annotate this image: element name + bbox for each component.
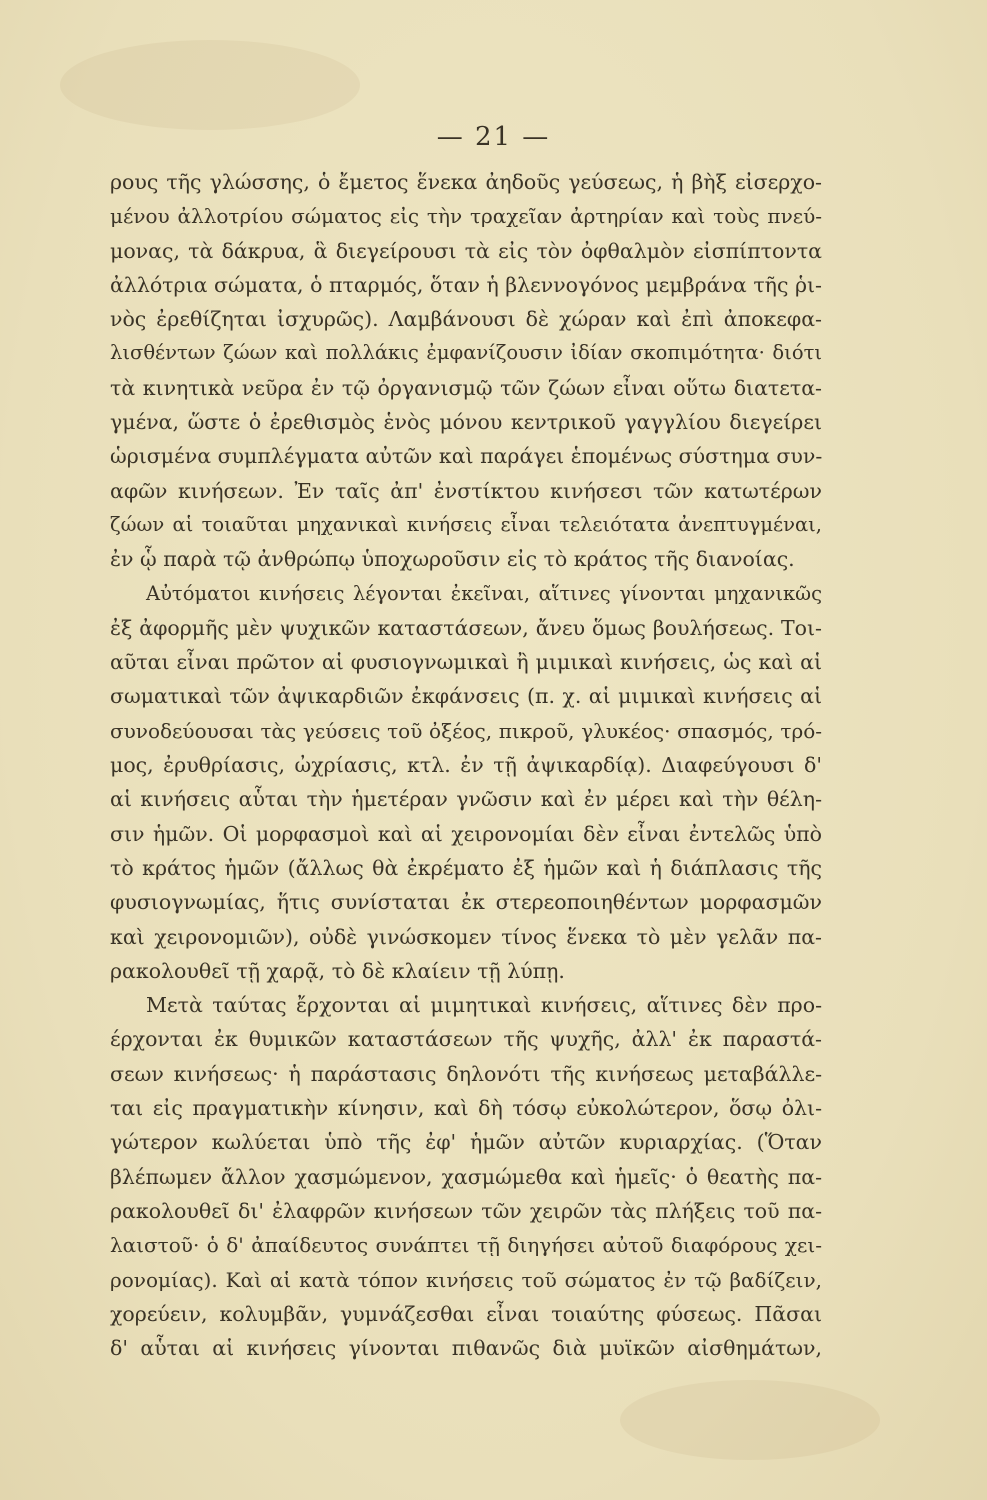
text-line: αφῶν κινήσεων. Ἐν ταῖς ἀπ' ἐνστίκτου κινήσεσι τῶν κατωτέρων [110,478,822,503]
text-line: δ' αὗται αἱ κινήσεις γίνονται πιθανῶς διὰ μυϊκῶν αἰσθημάτων, [110,1336,822,1361]
text-line: γώτερον κωλύεται ὑπὸ τῆς ἐφ' ἡμῶν αὐτῶν κυριαρχίας. (Ὅταν [110,1130,822,1155]
text-line: φυσιογνωμίας, ἥτις συνίσταται ἐκ στερεοποιηθέντων μορφασμῶν [110,890,822,915]
text-line: ρακολουθεῖ τῇ χαρᾷ, τὸ δὲ κλαίειν τῇ λύπῃ. [110,958,565,983]
text-line: αἱ κινήσεις αὗται τὴν ἡμετέραν γνῶσιν καὶ ἐν μέρει καὶ τὴν θέλη- [110,787,822,812]
text-line: ἀλλότρια σώματα, ὁ πταρμός, ὅταν ἡ βλεννογόνος μεμβράνα τῆς ῥι- [110,272,822,297]
body-text [110,165,822,1365]
text-line: καὶ χειρονομιῶν), οὐδὲ γινώσκομεν τίνος ἕνεκα τὸ μὲν γελᾶν πα- [110,924,822,949]
text-line: γμένα, ὥστε ὁ ἐρεθισμὸς ἑνὸς μόνου κεντρικοῦ γαγγλίου διεγείρει [110,410,822,435]
text-line: ρους τῆς γλώσσης, ὁ ἔμετος ἕνεκα ἀηδοῦς γεύσεως, ἡ βὴξ εἰσερχο- [110,170,822,194]
text-line: σωματικαὶ τῶν ἀψικαρδιῶν ἐκφάνσεις (π. χ. αἱ μιμικαὶ κινήσεις αἱ [110,684,822,709]
text-line: λαιστοῦ· ὁ δ' ἀπαίδευτος συνάπτει τῇ διηγήσει αὐτοῦ διαφόρους χει- [110,1233,822,1258]
text-line: αῦται εἶναι πρῶτον αἱ φυσιογνωμικαὶ ἢ μιμικαὶ κινήσεις, ὡς καὶ αἱ [110,650,822,675]
text-line: ὡρισμένα συμπλέγματα αὐτῶν καὶ παράγει ἑπομένως σύστημα συν- [110,444,823,469]
paper-stain [620,1380,880,1460]
page-number: — 21 — [436,122,551,152]
text-line: συνοδεύουσαι τὰς γεύσεις τοῦ ὀξέος, πικροῦ, γλυκέος· σπασμός, τρό- [110,718,822,743]
text-line: Μετὰ ταύτας ἔρχονται αἱ μιμητικαὶ κινήσεις, αἵτινες δὲν προ- [146,993,822,1018]
text-line: βλέπωμεν ἄλλον χασμώμενον, χασμώμεθα καὶ ἡμεῖς· ὁ θεατὴς πα- [110,1164,822,1189]
text-line: λισθέντων ζώων καὶ πολλάκις ἐμφανίζουσιν ἰδίαν σκοπιμότητα· διότι [110,341,822,365]
text-line: σιν ἡμῶν. Οἱ μορφασμοὶ καὶ αἱ χειρονομίαι δὲν εἶναι ἐντελῶς ὑπὸ [110,821,822,846]
text-line: ρακολουθεῖ δι' ἐλαφρῶν κινήσεων τῶν χειρῶν τὰς πλήξεις τοῦ πα- [110,1198,822,1223]
paper-stain [60,40,360,130]
text-line: νὸς ἐρεθίζηται ἰσχυρῶς). Λαμβάνουσι δὲ χώραν καὶ ἐπὶ ἀποκεφα- [110,307,822,332]
text-line: ται εἰς πραγματικὴν κίνησιν, καὶ δὴ τόσῳ εὐκολώτερον, ὅσῳ ὀλι- [110,1096,822,1121]
text-line: σεων κινήσεως· ἡ παράστασις δηλονότι τῆς κινήσεως μεταβάλλε- [110,1061,822,1086]
text-line: Αὐτόματοι κινήσεις λέγονται ἐκεῖναι, αἵτινες γίνονται μηχανικῶς [146,581,822,605]
text-line: μος, ἐρυθρίασις, ὠχρίασις, κτλ. ἐν τῇ ἀψικαρδίᾳ). Διαφεύγουσι δ' [110,753,822,778]
text-line: ἐν ᾧ παρὰ τῷ ἀνθρώπῳ ὑποχωροῦσιν εἰς τὸ κράτος τῆς διανοίας. [110,547,795,572]
text-line: ζώων αἱ τοιαῦται μηχανικαὶ κινήσεις εἶναι τελειότατα ἀνεπτυγμέναι, [110,512,822,536]
text-line: χορεύειν, κολυμβᾶν, γυμνάζεσθαι εἶναι τοιαύτης φύσεως. Πᾶσαι [110,1301,822,1326]
text-line: τὰ κινητικὰ νεῦρα ἐν τῷ ὀργανισμῷ τῶν ζώων εἶναι οὕτω διατετα- [110,375,822,400]
text-line: έρχονται ἐκ θυμικῶν καταστάσεων τῆς ψυχῆς, ἀλλ' ἐκ παραστά- [110,1027,822,1052]
text-line: μονας, τὰ δάκρυα, ἃ διεγείρουσι τὰ εἰς τὸν ὀφθαλμὸν εἰσπίπτοντα [110,238,822,263]
text-line: μένου ἀλλοτρίου σώματος εἰς τὴν τραχεῖαν ἀρτηρίαν καὶ τοὺς πνεύ- [110,204,822,229]
text-line: ρονομίας). Καὶ αἱ κατὰ τόπον κινήσεις τοῦ σώματος ἐν τῷ βαδίζειν, [110,1267,822,1292]
text-line: ἐξ ἀφορμῆς μὲν ψυχικῶν καταστάσεων, ἄνευ ὅμως βουλήσεως. Τοι- [110,615,822,640]
text-line: τὸ κράτος ἡμῶν (ἄλλως θὰ ἐκρέματο ἐξ ἡμῶν καὶ ἡ διάπλασις τῆς [110,855,822,880]
